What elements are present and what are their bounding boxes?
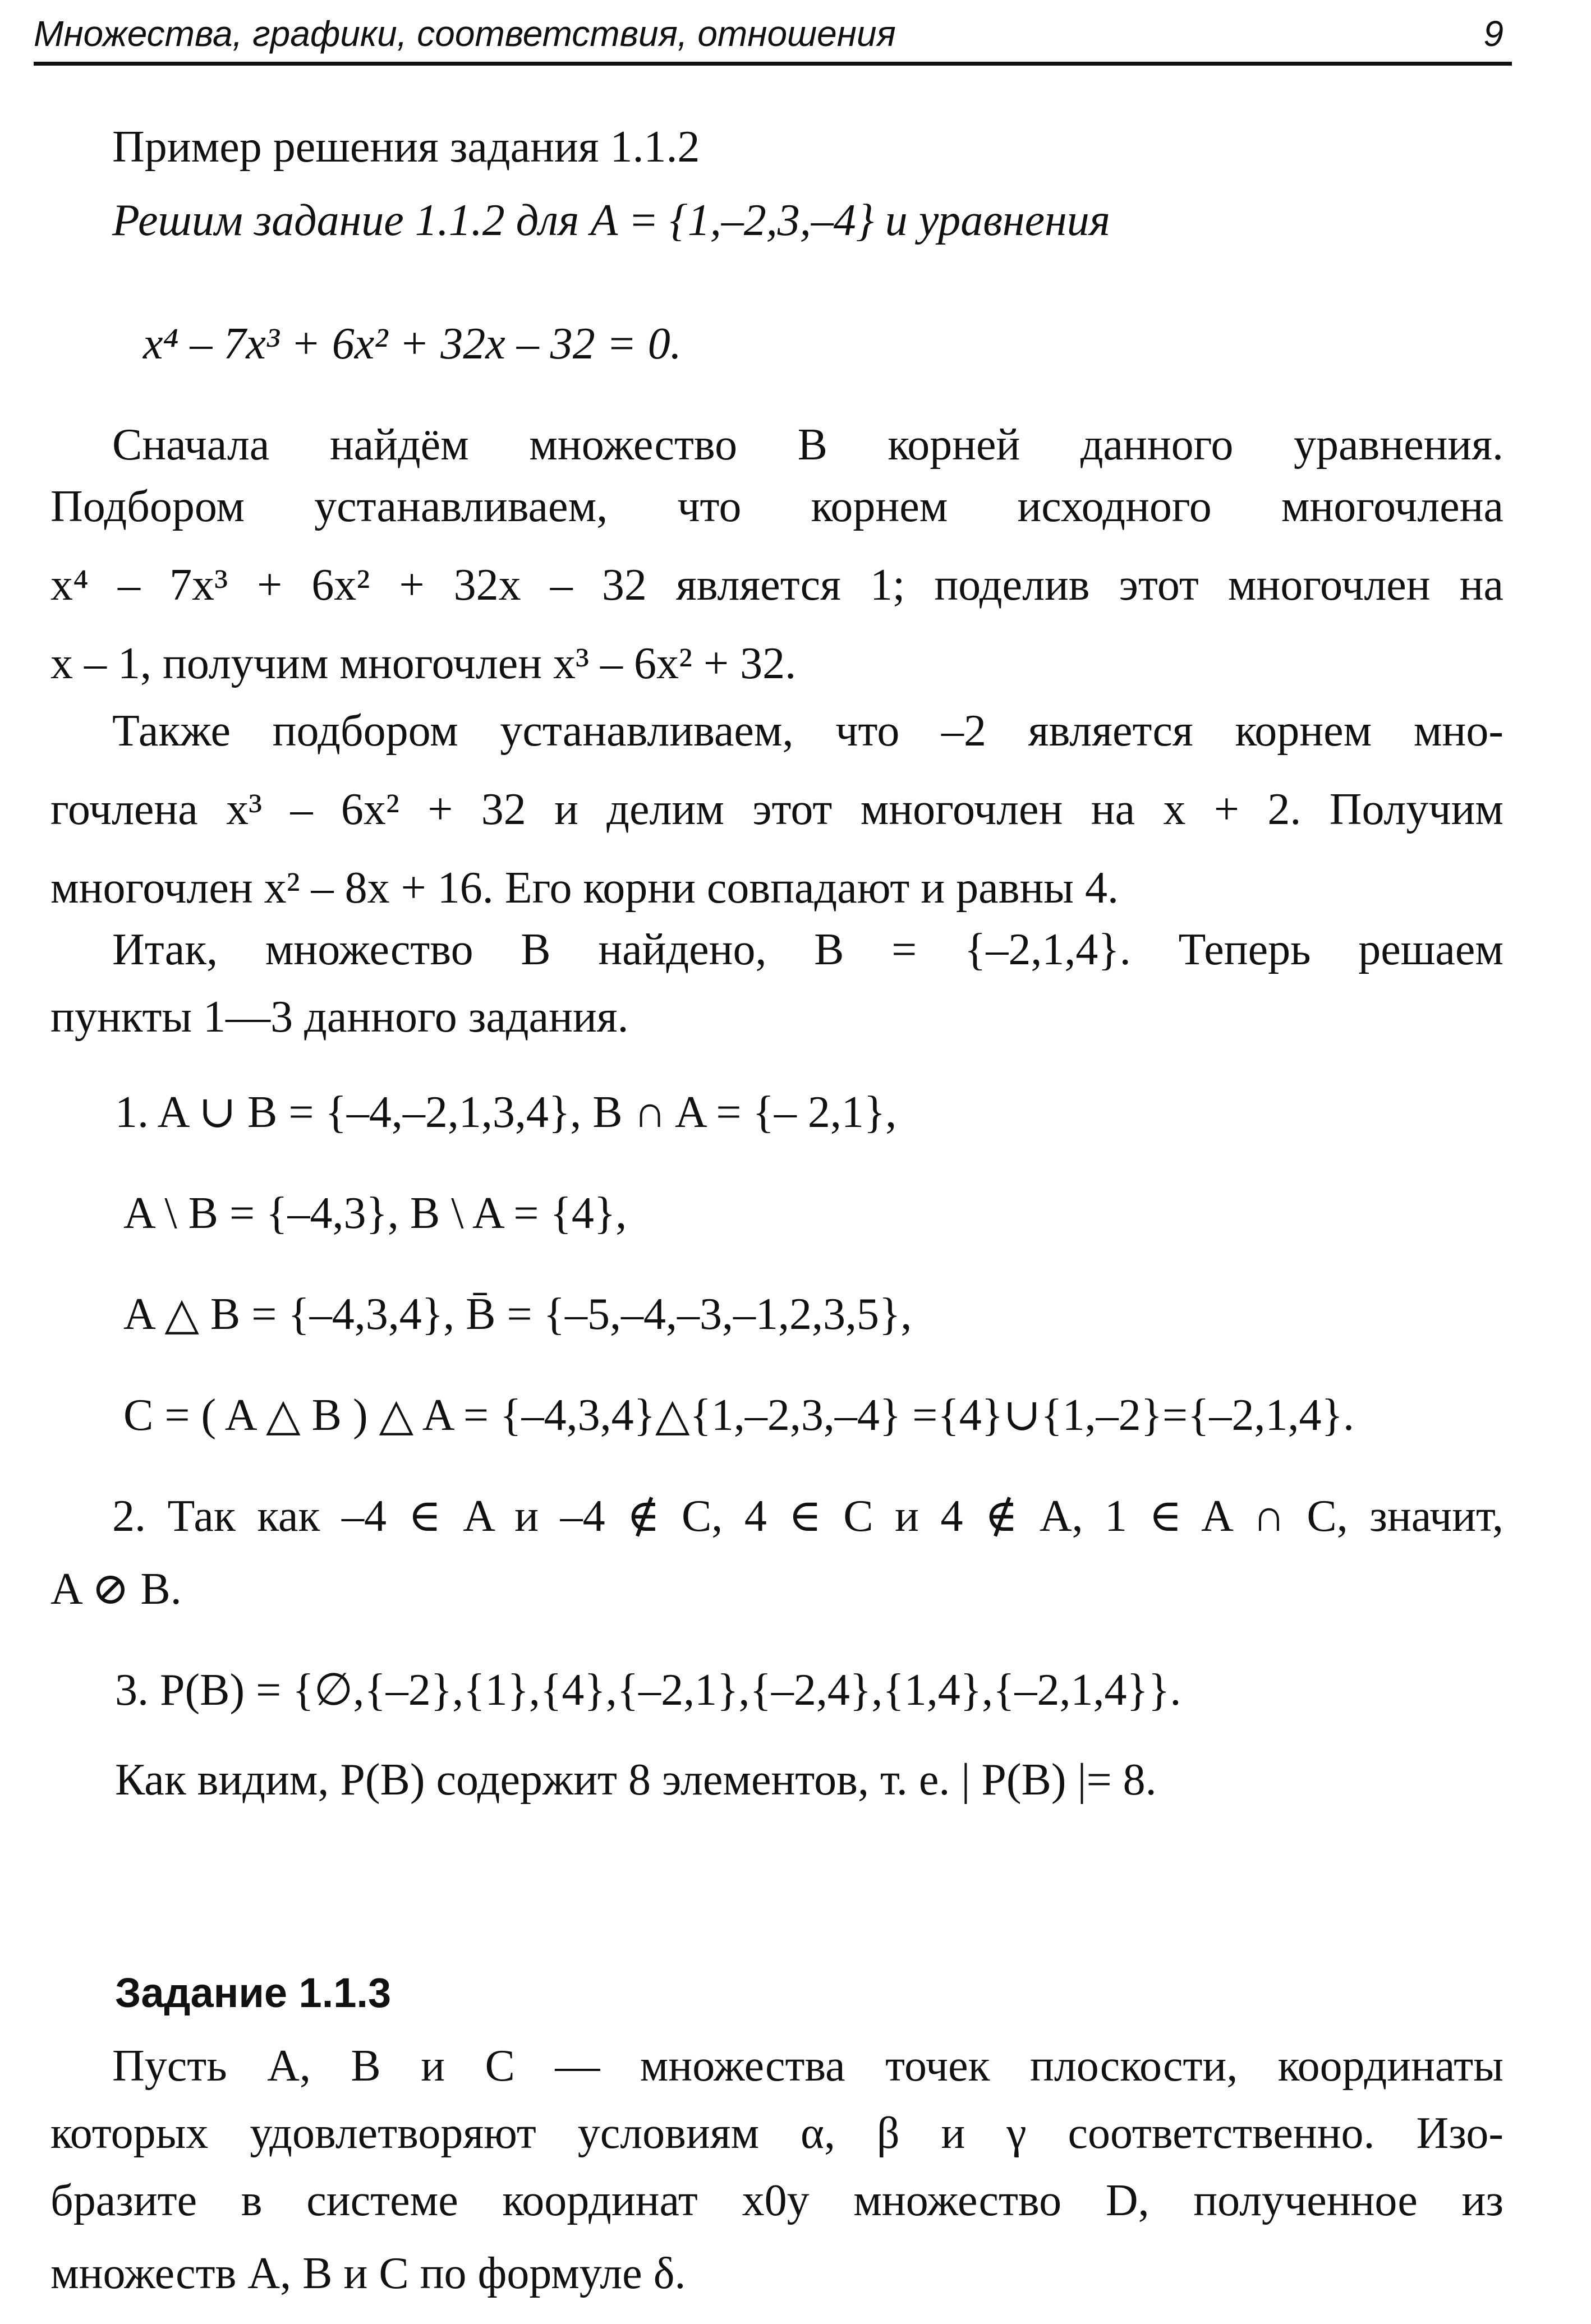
paragraph-line: гочлена x³ – 6x² + 32 и делим этот многочлен на x + 2. Получим <box>50 785 1503 834</box>
example-intro: Решим задание 1.1.2 для A = {1,–2,3,–4} и уравнения <box>112 196 1110 245</box>
example-title: Пример решения задания 1.1.2 <box>112 122 700 172</box>
running-header-title: Множества, графики, соответствия, отношения <box>34 13 896 54</box>
task-heading: Задание 1.1.3 <box>115 1969 392 2016</box>
example-equation: x⁴ – 7x³ + 6x² + 32x – 32 = 0. <box>143 319 682 369</box>
paragraph-line: x – 1, получим многочлен x³ – 6x² + 32. <box>50 639 797 688</box>
solution-step-3: 3. P(B) = {∅,{–2},{1},{4},{–2,1},{–2,4},{1,4},{–2,1,4}}. <box>115 1665 1181 1715</box>
paragraph-line: Итак, множество B найдено, B = {–2,1,4}. Теперь решаем <box>112 925 1503 974</box>
conclusion: Как видим, P(B) содержит 8 элементов, т. е. | P(B) |= 8. <box>115 1755 1157 1805</box>
solution-step-1-line: A △ B = {–4,3,4}, B̄ = {–5,–4,–3,–1,2,3,5}, <box>123 1290 912 1339</box>
solution-step-1-line: 1. A ∪ B = {–4,–2,1,3,4}, B ∩ A = {– 2,1}, <box>115 1088 897 1137</box>
paragraph-line: x⁴ – 7x³ + 6x² + 32x – 32 является 1; поделив этот многочлен на <box>50 560 1503 610</box>
solution-step-2-line: A ⊘ B. <box>50 1564 182 1614</box>
paragraph-line: пункты 1—3 данного задания. <box>50 992 629 1042</box>
paragraph-line: многочлен x² – 8x + 16. Его корни совпадают и равны 4. <box>50 863 1119 913</box>
paragraph-line: Также подбором устанавливаем, что –2 является корнем мно- <box>112 706 1503 756</box>
running-header <box>34 6 1512 66</box>
task-line: множеств A, B и C по формуле δ. <box>50 2249 686 2298</box>
paragraph-line: Сначала найдём множество B корней данного уравнения. <box>112 420 1503 470</box>
solution-step-2-line: 2. Так как –4 ∈ A и –4 ∉ C, 4 ∈ C и 4 ∉ A, 1 ∈ A ∩ C, значит, <box>112 1492 1503 1541</box>
page-number: 9 <box>1483 13 1503 54</box>
task-line: Пусть A, B и C — множества точек плоскости, координаты <box>112 2041 1503 2091</box>
solution-step-1-line: C = ( A △ B ) △ A = {–4,3,4}△{1,–2,3,–4} ={4}∪{1,–2}={–2,1,4}. <box>123 1391 1354 1440</box>
solution-step-1-line: A \ B = {–4,3}, B \ A = {4}, <box>123 1189 627 1238</box>
paragraph-line: Подбором устанавливаем, что корнем исходного многочлена <box>50 482 1503 531</box>
task-line: которых удовлетворяют условиям α, β и γ соответственно. Изо- <box>50 2109 1503 2158</box>
task-line: бразите в системе координат x0y множество D, полученное из <box>50 2176 1503 2225</box>
